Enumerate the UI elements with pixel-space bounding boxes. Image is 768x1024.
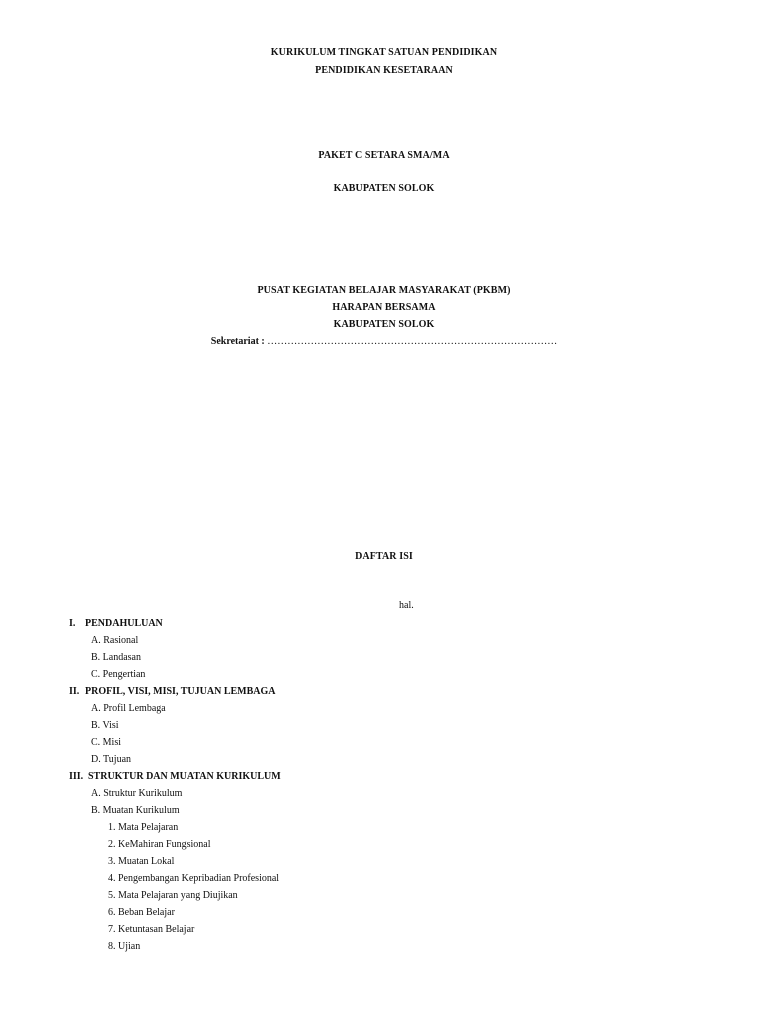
toc-subitem: 4. Pengembangan Kepribadian Profesional: [108, 873, 280, 884]
cover-title-line1: KURIKULUM TINGKAT SATUAN PENDIDIKAN: [270, 47, 498, 58]
toc-section-title: STRUKTUR DAN MUATAN KURIKULUM: [88, 771, 281, 782]
toc-subitem: 2. KeMahiran Fungsional: [108, 839, 211, 850]
toc-heading: DAFTAR ISI: [355, 551, 413, 562]
cover-kabupaten: KABUPATEN SOLOK: [333, 183, 435, 194]
sekretariat-line: [0, 336, 768, 347]
org-name-line2: HARAPAN BERSAMA: [332, 302, 436, 313]
sekretariat-label: Sekretariat :: [210, 336, 265, 347]
toc-item: D. Tujuan: [91, 754, 132, 765]
toc-item: B. Muatan Kurikulum: [91, 805, 180, 816]
toc-item: C. Pengertian: [91, 669, 146, 680]
toc-section-title: PENDAHULUAN: [85, 618, 163, 629]
toc-section-3: [69, 771, 281, 782]
toc-subitem: 7. Ketuntasan Belajar: [108, 924, 195, 935]
toc-subitem: 1. Mata Pelajaran: [108, 822, 179, 833]
org-name-line1: PUSAT KEGIATAN BELAJAR MASYARAKAT (PKBM): [257, 285, 511, 296]
toc-subitem: 5. Mata Pelajaran yang Diujikan: [108, 890, 238, 901]
toc-section-1: [69, 618, 163, 629]
org-name-line3: KABUPATEN SOLOK: [333, 319, 435, 330]
toc-item: A. Profil Lembaga: [91, 703, 166, 714]
toc-section-title: PROFIL, VISI, MISI, TUJUAN LEMBAGA: [85, 686, 276, 697]
toc-section-number: III.: [69, 771, 84, 782]
toc-subitem: 8. Ujian: [108, 941, 141, 952]
toc-section-number: II.: [69, 686, 80, 697]
toc-section-number: I.: [69, 618, 76, 629]
toc-item: A. Rasional: [91, 635, 139, 646]
toc-subitem: 3. Muatan Lokal: [108, 856, 175, 867]
toc-section-2: [69, 686, 276, 697]
cover-title-line2: PENDIDIKAN KESETARAAN: [315, 65, 453, 76]
cover-paket: PAKET C SETARA SMA/MA: [318, 150, 450, 161]
sekretariat-value: ……………………………………………………………………………: [267, 336, 558, 347]
toc-page-column-label: hal.: [399, 600, 414, 611]
toc-item: B. Visi: [91, 720, 119, 731]
toc-item: C. Misi: [91, 737, 122, 748]
toc-item: A. Struktur Kurikulum: [91, 788, 183, 799]
toc-item: B. Landasan: [91, 652, 141, 663]
toc-subitem: 6. Beban Belajar: [108, 907, 175, 918]
